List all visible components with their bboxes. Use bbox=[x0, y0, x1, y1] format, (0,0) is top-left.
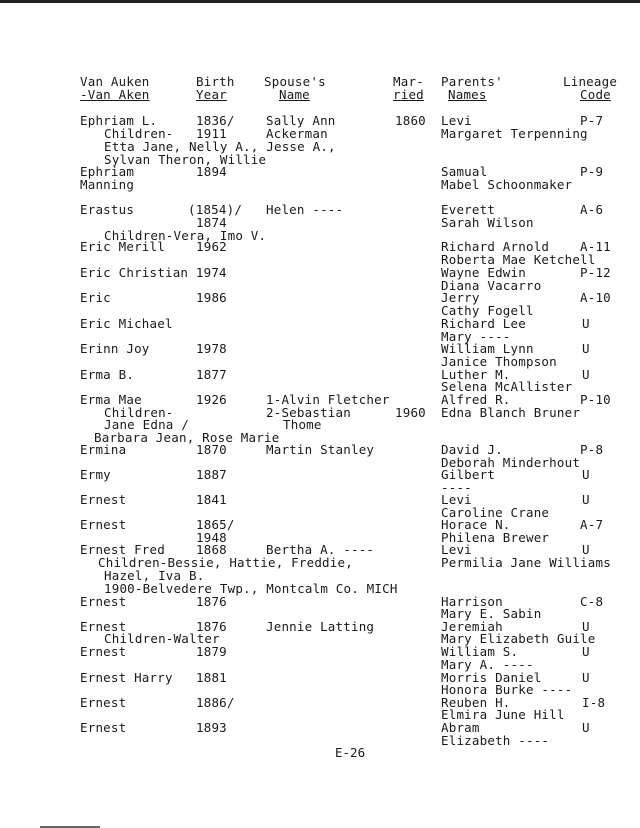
entry-text: Children-Walter bbox=[104, 631, 220, 646]
entry-text: Eric bbox=[80, 290, 111, 305]
entry-text: A-11 bbox=[580, 239, 611, 254]
header-spouse: Spouse's bbox=[264, 74, 326, 89]
entry-text: 1876 bbox=[196, 619, 227, 634]
entry-text: Ernest bbox=[80, 517, 127, 532]
entry-text: Jennie Latting bbox=[266, 619, 375, 634]
entry-text: P-8 bbox=[580, 442, 604, 457]
entry-text: Martin Stanley bbox=[266, 442, 375, 457]
entry-text: Eric Christian 1974 bbox=[80, 265, 227, 280]
entry-text: (1854)/ bbox=[188, 202, 243, 217]
entry-text: 1836/ bbox=[196, 113, 235, 128]
entry-text: Bertha A. ---- bbox=[266, 542, 375, 557]
entry-text: Permilia Jane Williams bbox=[441, 555, 611, 570]
header-married: Mar- bbox=[393, 74, 424, 89]
entry-text: 1978 bbox=[196, 341, 227, 356]
entry-text: Hazel, Iva B. bbox=[104, 568, 205, 583]
entry-text: Elmira June Hill bbox=[441, 707, 565, 722]
entry-text: Everett bbox=[441, 202, 496, 217]
entry-text: Jerry bbox=[441, 290, 480, 305]
entry-text: Ernest bbox=[80, 720, 127, 735]
entry-text: Thome bbox=[283, 417, 322, 432]
entry-text: Mary Elizabeth Guile bbox=[441, 631, 596, 646]
entry-text: P-9 bbox=[580, 164, 604, 179]
entry-text: Etta Jane, Nelly A., Jesse A., bbox=[104, 139, 336, 154]
entry-text: Samual bbox=[441, 164, 488, 179]
entry-text: Ernest bbox=[80, 695, 127, 710]
entry-text: Richard Lee bbox=[441, 316, 526, 331]
header-surname-alt: -Van Aken bbox=[80, 87, 150, 102]
entry-text: Eric Michael bbox=[80, 316, 173, 331]
entry-text: I-8 bbox=[582, 695, 606, 710]
entry-text: Ackerman bbox=[266, 126, 328, 141]
entry-text: Mabel Schoonmaker bbox=[441, 177, 573, 192]
entry-text: Mary A. ---- bbox=[441, 657, 534, 672]
entry-text: U bbox=[582, 644, 590, 659]
entry-text: A-6 bbox=[580, 202, 604, 217]
entry-text: ---- bbox=[441, 480, 472, 495]
entry-text: U bbox=[582, 467, 590, 482]
entry-text: 1865/ bbox=[196, 517, 235, 532]
top-border-line bbox=[0, 0, 640, 3]
entry-text: U bbox=[582, 492, 590, 507]
entry-text: Erma Mae bbox=[80, 392, 142, 407]
entry-text: Sally Ann bbox=[266, 113, 336, 128]
entry-text: Erastus bbox=[80, 202, 135, 217]
entry-text: Richard Arnold bbox=[441, 239, 550, 254]
header-lineage: Lineage bbox=[563, 74, 618, 89]
entry-text: Cathy Fogell bbox=[441, 303, 534, 318]
entry-text: 1879 bbox=[196, 644, 227, 659]
entry-text: Elizabeth ---- bbox=[441, 733, 550, 748]
header-surname: Van Auken bbox=[80, 74, 150, 89]
entry-text: Honora Burke ---- bbox=[441, 682, 573, 697]
entry-text: Ernest Fred bbox=[80, 542, 165, 557]
entry-text: 1894 bbox=[196, 164, 227, 179]
entry-text: 1877 bbox=[196, 367, 227, 382]
entry-text: 1948 bbox=[196, 530, 227, 545]
entry-text: Harrison bbox=[441, 594, 503, 609]
entry-text: C-8 bbox=[580, 594, 604, 609]
entry-text: Janice Thompson bbox=[441, 354, 557, 369]
entry-text: P-7 bbox=[580, 113, 604, 128]
entry-text: Sarah Wilson bbox=[441, 215, 534, 230]
entry-text: Ernest bbox=[80, 644, 127, 659]
entry-text: A-10 bbox=[580, 290, 611, 305]
entry-text: Levi bbox=[441, 542, 472, 557]
entry-text: 1986 bbox=[196, 290, 227, 305]
entry-text: Children- bbox=[104, 405, 174, 420]
entry-text: Levi bbox=[441, 113, 472, 128]
entry-text: Luther M. bbox=[441, 367, 511, 382]
entry-text: Morris Daniel bbox=[441, 670, 542, 685]
header-spouse-name: Name bbox=[279, 87, 310, 102]
entry-text: Caroline Crane bbox=[441, 505, 550, 520]
entry-text: 1900-Belvedere Twp., Montcalm Co. MICH bbox=[104, 581, 398, 596]
entry-text: 1886/ bbox=[196, 695, 235, 710]
entry-text: 1876 bbox=[196, 594, 227, 609]
entry-text: Sylvan Theron, Willie bbox=[104, 152, 267, 167]
entry-text: Eric Merill bbox=[80, 239, 165, 254]
entry-text: 1881 bbox=[196, 670, 227, 685]
header-birth: Birth bbox=[196, 74, 235, 89]
entry-text: 1841 bbox=[196, 492, 227, 507]
entry-text: A-7 bbox=[580, 517, 604, 532]
entry-text: Horace N. bbox=[441, 517, 511, 532]
header-lineage-code: Code bbox=[580, 87, 611, 102]
entry-text: Jeremiah bbox=[441, 619, 503, 634]
entry-text: Selena McAllister bbox=[441, 379, 573, 394]
header-ried: ried bbox=[393, 87, 424, 102]
entry-text: Helen ---- bbox=[266, 202, 344, 217]
entry-text: Children-Vera, Imo V. bbox=[104, 228, 267, 243]
entry-text: Wayne Edwin bbox=[441, 265, 526, 280]
entry-text: 1887 bbox=[196, 467, 227, 482]
entry-text: William S. bbox=[441, 644, 519, 659]
entry-text: U bbox=[582, 720, 590, 735]
entry-text: 1870 bbox=[196, 442, 227, 457]
entry-text: David J. bbox=[441, 442, 503, 457]
entry-text: U bbox=[582, 542, 590, 557]
entry-text: P-12 bbox=[580, 265, 611, 280]
entry-text: Ermy bbox=[80, 467, 111, 482]
entry-text: Children- bbox=[104, 126, 174, 141]
entry-text: Ernest bbox=[80, 594, 127, 609]
entry-text: Gilbert bbox=[441, 467, 496, 482]
entry-text: Manning bbox=[80, 177, 135, 192]
entry-text: U bbox=[582, 367, 590, 382]
entry-text: Levi bbox=[441, 492, 472, 507]
entry-text: Barbara Jean, Rose Marie bbox=[94, 430, 280, 445]
page-number: E-26 bbox=[335, 745, 366, 760]
entry-text: 1868 bbox=[196, 542, 227, 557]
entry-text: U bbox=[582, 316, 590, 331]
entry-text: 1911 bbox=[196, 126, 227, 141]
entry-text: U bbox=[582, 670, 590, 685]
entry-text: Abram bbox=[441, 720, 480, 735]
entry-text: 1960 bbox=[395, 405, 426, 420]
entry-text: Reuben H. bbox=[441, 695, 511, 710]
entry-text: Ephriam L. bbox=[80, 113, 158, 128]
entry-text: Ephriam bbox=[80, 164, 135, 179]
entry-text: 1860 bbox=[395, 113, 426, 128]
entry-text: Children-Bessie, Hattie, Freddie, bbox=[98, 555, 353, 570]
entry-text: Philena Brewer bbox=[441, 530, 550, 545]
entry-text: 1962 bbox=[196, 239, 227, 254]
entry-text: Mary ---- bbox=[441, 329, 511, 344]
entry-text: 1-Alvin Fletcher bbox=[266, 392, 390, 407]
entry-text: U bbox=[582, 619, 590, 634]
entry-text: U bbox=[582, 341, 590, 356]
entry-text: 1874 bbox=[196, 215, 227, 230]
entry-text: Ernest bbox=[80, 492, 127, 507]
header-parents: Parents' bbox=[441, 74, 503, 89]
entry-text: P-10 bbox=[580, 392, 611, 407]
entry-text: Ernest bbox=[80, 619, 127, 634]
entry-text: Jane Edna / bbox=[104, 417, 189, 432]
entry-text: 1926 bbox=[196, 392, 227, 407]
entry-text: 2-Sebastian bbox=[266, 405, 351, 420]
entry-text: Mary E. Sabin bbox=[441, 606, 542, 621]
header-year: Year bbox=[196, 87, 227, 102]
entry-text: 1893 bbox=[196, 720, 227, 735]
entry-text: Ernest Harry bbox=[80, 670, 173, 685]
entry-text: Margaret Terpenning bbox=[441, 126, 588, 141]
entry-text: Alfred R. bbox=[441, 392, 511, 407]
entry-text: Diana Vacarro bbox=[441, 278, 542, 293]
entry-text: Roberta Mae Ketchell bbox=[441, 252, 596, 267]
entry-text: Edna Blanch Bruner bbox=[441, 405, 581, 420]
entry-text: Erma B. bbox=[80, 367, 135, 382]
entry-text: Deborah Minderhout bbox=[441, 455, 581, 470]
entry-text: Erinn Joy bbox=[80, 341, 150, 356]
entry-text: William Lynn bbox=[441, 341, 534, 356]
header-parents-names: Names bbox=[448, 87, 487, 102]
entry-text: Ermina bbox=[80, 442, 127, 457]
